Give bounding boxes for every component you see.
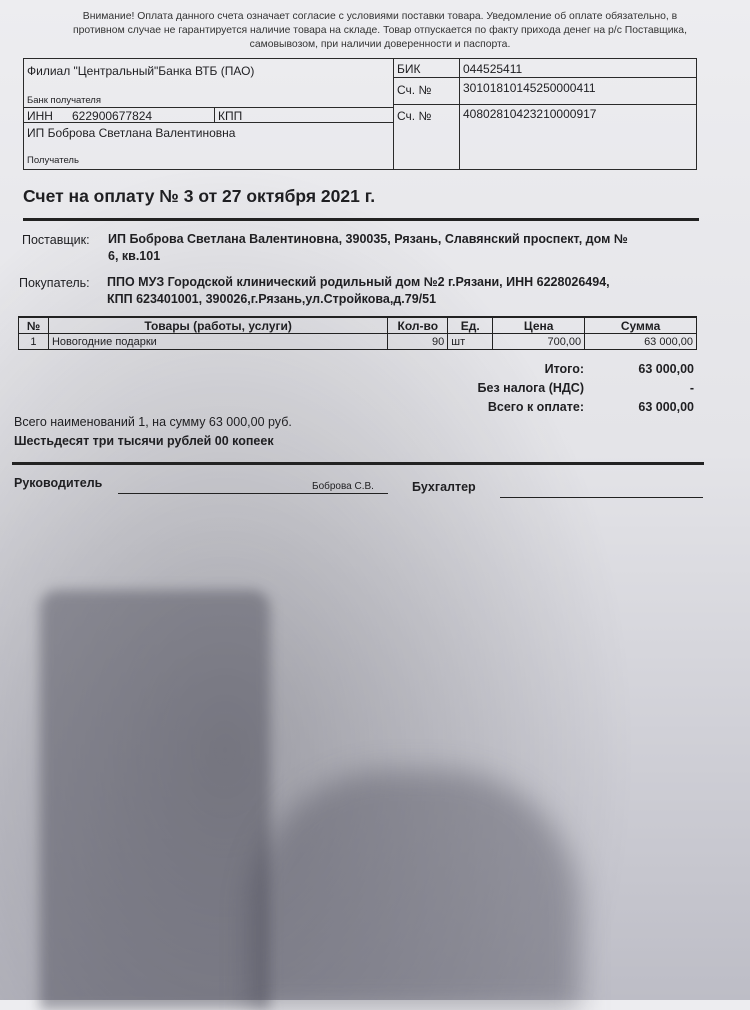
cell-number: 1 (19, 334, 49, 350)
recipient-label: Получатель (27, 155, 79, 166)
col-header-number: № (19, 317, 49, 334)
supplier-label: Поставщик: (22, 233, 90, 247)
director-signature-line (118, 493, 388, 494)
corr-account-value: 30101810145250000411 (463, 81, 596, 95)
signature-divider (12, 462, 704, 465)
cell-quantity: 90 (388, 334, 448, 350)
items-table (18, 316, 697, 350)
vat-label: Без налога (НДС) (477, 381, 584, 395)
director-name: Боброва С.В. (312, 481, 374, 492)
corr-account-label: Сч. № (397, 83, 432, 97)
inn-label: ИНН (27, 109, 53, 123)
supplier-details (108, 231, 698, 265)
payment-notice: Внимание! Оплата данного счета означает согласие с условиями поставки товара. Уведомление об оплате обязательно, в противном случае не гарантируется наличие товара на складе. Товар отпускается по факту прихода денег на р/с Поставщика, самовывозом, при наличии доверенности и паспорта. (73, 11, 687, 50)
supplier-line-2: 6, кв.101 (108, 249, 161, 263)
vat-value: - (689, 381, 694, 395)
account-label: Сч. № (397, 109, 432, 123)
cell-unit: шт (448, 334, 493, 350)
recipient-name: ИП Боброва Светлана Валентиновна (27, 126, 236, 140)
buyer-details (107, 274, 697, 308)
items-summary: Всего наименований 1, на сумму 63 000,00 руб. (14, 415, 292, 429)
director-label: Руководитель (14, 476, 103, 490)
col-header-quantity: Кол-во (388, 317, 448, 334)
col-header-unit: Ед. (448, 317, 493, 334)
grand-total-label: Всего к оплате: (487, 400, 584, 414)
cell-price: 700,00 (493, 334, 585, 350)
accountant-signature-line (500, 497, 703, 498)
table-header-row (19, 317, 697, 334)
buyer-line-2: КПП 623401001, 390026,г.Рязань,ул.Стройкова,д.79/51 (107, 292, 437, 306)
supplier-line-1: ИП Боброва Светлана Валентиновна, 390035, Рязань, Славянский проспект, дом № (108, 232, 628, 246)
photo-shadow-lower (250, 770, 580, 1010)
cell-sum: 63 000,00 (585, 334, 697, 350)
col-header-goods: Товары (работы, услуги) (48, 317, 387, 334)
amount-in-words: Шестьдесят три тысячи рублей 00 копеек (14, 434, 274, 448)
grand-total-value: 63 000,00 (638, 400, 694, 414)
buyer-line-1: ППО МУЗ Городской клинический родильный дом №2 г.Рязани, ИНН 6228026494, (107, 275, 610, 289)
bank-details-box (23, 58, 697, 170)
bik-label: БИК (397, 62, 421, 76)
inn-value: 622900677824 (72, 109, 153, 123)
bank-name: Филиал "Центральный"Банка ВТБ (ПАО) (27, 64, 255, 78)
title-divider (23, 218, 699, 221)
recipient-bank-label: Банк получателя (27, 95, 101, 106)
total-label: Итого: (544, 362, 584, 376)
photo-shadow-hand (40, 590, 270, 1010)
col-header-price: Цена (493, 317, 585, 334)
accountant-label: Бухгалтер (412, 480, 476, 494)
bik-value: 044525411 (463, 62, 523, 76)
kpp-label: КПП (218, 109, 243, 123)
account-value: 40802810423210000917 (463, 107, 597, 121)
total-value: 63 000,00 (638, 362, 694, 376)
invoice-title: Счет на оплату № 3 от 27 октября 2021 г. (23, 186, 376, 206)
cell-goods: Новогодние подарки (48, 334, 387, 350)
col-header-sum: Сумма (585, 317, 697, 334)
buyer-label: Покупатель: (19, 276, 90, 290)
table-row (19, 334, 697, 350)
